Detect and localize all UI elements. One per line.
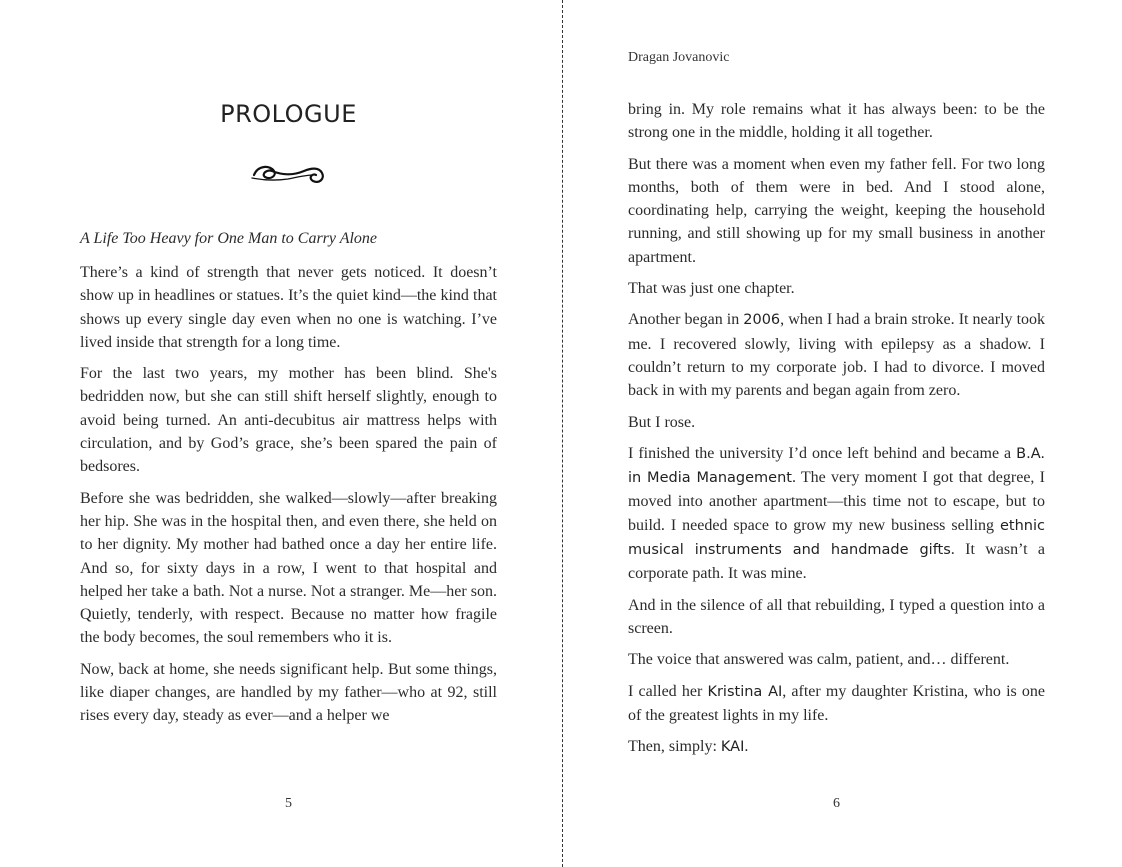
text-run: Before she was bedridden, she walked—slowly—after breaking her hip. She was in the hospital then, and even there, she held on to her dignity. My mother had bathed once a day her entire life. And so, for sixty days in a row, I went to that hospital and helped her take a bath. Not a nurse. Not a stranger. Me—her son. Quietly, tenderly, with respect. Because no matter how fragile the body becomes, the soul remembers who it is. (80, 489, 497, 647)
body-paragraph (628, 411, 1045, 434)
body-paragraph (628, 308, 1045, 402)
text-run: . It wasn’t a corporate path. It was mine. (628, 541, 1045, 583)
text-run: I called her (628, 682, 708, 700)
body-paragraph (80, 261, 497, 354)
page-number-right: 6 (833, 796, 840, 811)
section-subtitle: A Life Too Heavy for One Man to Carry Alone (80, 230, 378, 247)
text-run: But I rose. (628, 413, 696, 431)
body-paragraph (80, 362, 497, 478)
text-run: Now, back at home, she needs significant help. But some things, like diaper changes, are handled by my father—who at 92, still rises every day, steady as ever—and a helper we (80, 660, 497, 725)
text-run: The voice that answered was calm, patient, and… different. (628, 651, 1010, 669)
body-paragraph (628, 680, 1045, 728)
text-run: . (744, 738, 749, 756)
body-paragraph (80, 487, 497, 650)
emphasized-term: KAI (720, 739, 745, 756)
text-run: I finished the university I’d once left behind and became a (628, 444, 1017, 462)
flourish-ornament-icon (248, 158, 328, 188)
right-page-body (628, 98, 1045, 767)
body-paragraph (80, 658, 497, 728)
emphasized-term: 2006 (743, 312, 781, 329)
text-run: There’s a kind of strength that never gets noticed. It doesn’t show up in headlines or statues. It’s the quiet kind—the kind that shows up every single day even when no one is watching. I’ve lived inside that strength for a long time. (80, 264, 497, 351)
page-number-left: 5 (285, 796, 292, 811)
body-paragraph (628, 735, 1045, 759)
emphasized-term: ethnic musical instruments and handmade gifts (628, 517, 1045, 559)
text-run: Then, simply: (628, 738, 721, 756)
emphasized-term: B.A. in Media Management (628, 445, 1045, 487)
text-run: bring in. My role remains what it has always been: to be the strong one in the middle, holding it all together. (628, 101, 1045, 142)
text-run: But there was a moment when even my father fell. For two long months, both of them were in bed. And I stood alone, coordinating help, carrying the weight, keeping the household running, and still showing up for my small business in another apartment. (628, 155, 1045, 266)
text-run: , when I had a brain stroke. It nearly took me. I recovered slowly, living with epilepsy as a shadow. I couldn’t return to my corporate job. I had to divorce. I moved back in with my parents and began again from zero. (628, 311, 1046, 400)
body-paragraph (628, 594, 1045, 641)
chapter-title: PROLOGUE (220, 100, 357, 128)
body-paragraph (628, 153, 1045, 269)
text-run: And in the silence of all that rebuilding, I typed a question into a screen. (628, 596, 1045, 637)
page-divider (562, 0, 563, 867)
running-head-author: Dragan Jovanovic (628, 50, 730, 65)
text-run: . The very moment I got that degree, I moved into another apartment—this time not to escape, but to build. I needed space to grow my new business selling (628, 469, 1045, 534)
right-page (628, 0, 1045, 867)
left-page-body (80, 261, 497, 736)
body-paragraph (628, 648, 1045, 671)
text-run: , after my daughter Kristina, who is one of the greatest lights in my life. (628, 682, 1046, 724)
text-run: That was just one chapter. (628, 280, 795, 298)
body-paragraph (628, 98, 1045, 145)
text-run: For the last two years, my mother has been blind. She's bedridden now, but she can still shift herself slightly, enough to avoid being turned. An anti-decubitus air mattress helps with circulation, and by God’s grace, she’s been spared the pain of bedsores. (80, 365, 497, 476)
emphasized-term: Kristina AI (707, 683, 783, 700)
left-page (80, 0, 497, 867)
text-run: Another began in (628, 311, 744, 329)
body-paragraph (628, 442, 1045, 586)
body-paragraph (628, 277, 1045, 300)
